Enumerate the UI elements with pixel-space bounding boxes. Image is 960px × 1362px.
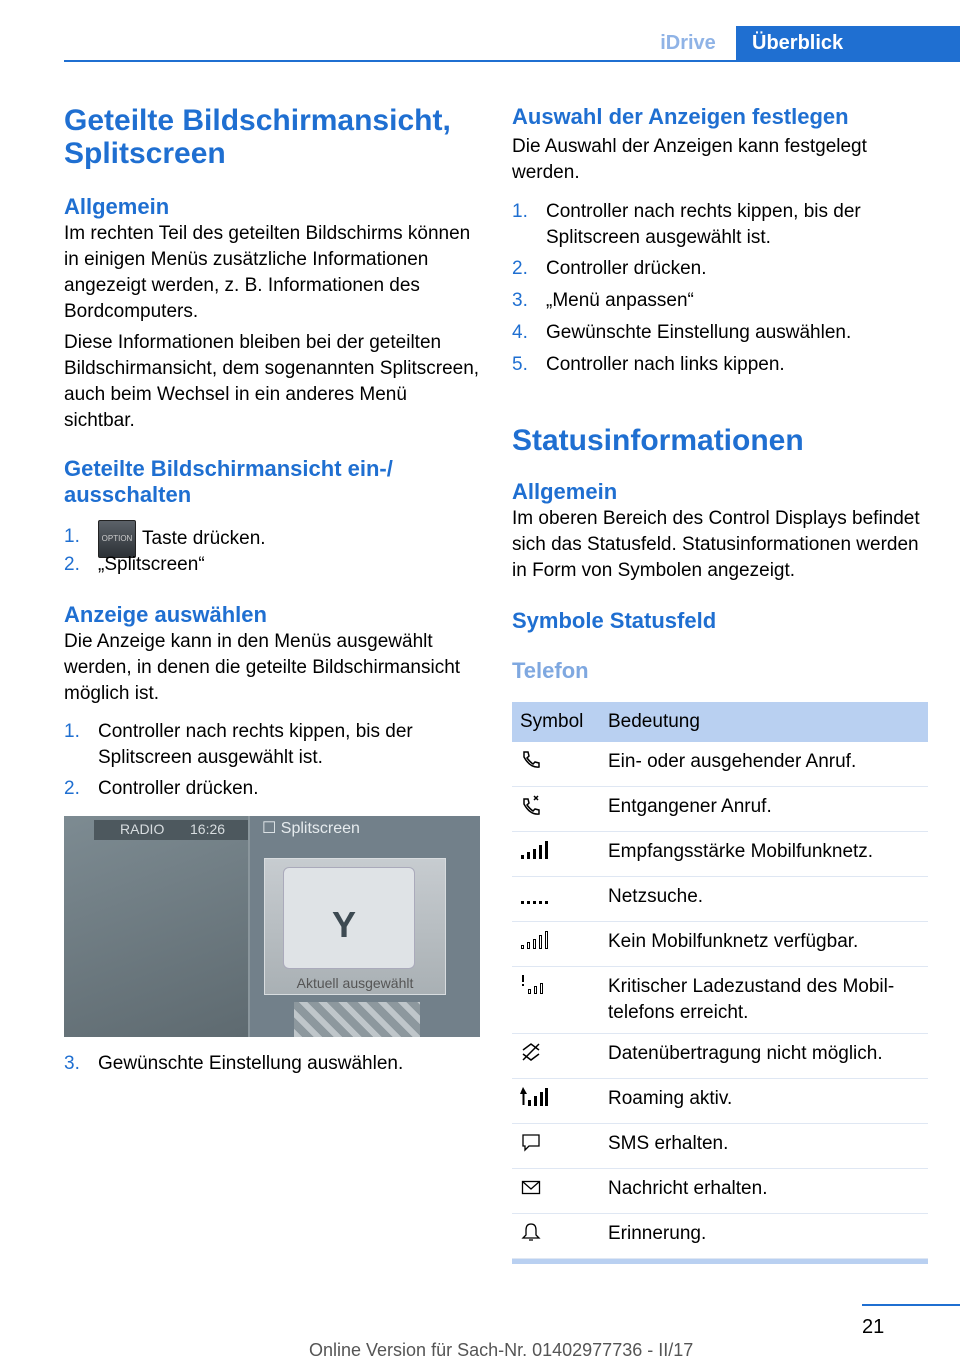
screenshot-radio-label: RADIO: [120, 821, 165, 837]
meaning-cell: SMS erhalten.: [600, 1124, 928, 1169]
meaning-cell: Empfangsstärke Mobilfunknetz.: [600, 832, 928, 877]
list-item: [64, 719, 480, 771]
right-column: [512, 100, 928, 1264]
page-number: 21: [862, 1316, 885, 1338]
table-row: [512, 787, 928, 832]
mail-icon: [520, 1176, 542, 1198]
network-search-icon: [520, 884, 548, 906]
online-version-note: Online Version für Sach-Nr. 01402977736 - II/17: [309, 1340, 694, 1360]
meaning-cell: Erinnerung.: [600, 1214, 928, 1259]
section-title: Geteilte Bildschirmansicht, Splitscreen: [64, 104, 451, 170]
screenshot-title: ☐ Splitscreen: [262, 820, 360, 837]
step-number: 3.: [64, 1053, 80, 1074]
screenshot-left-pane: [64, 816, 248, 1037]
screenshot-time: 16:26: [190, 821, 226, 837]
meaning-cell: Netzsuche.: [600, 877, 928, 922]
col-meaning-header: Bedeutung: [600, 702, 928, 742]
meaning-cell: Kritischer Ladezustand des Mobiltelefons erreicht.: [600, 967, 928, 1034]
meaning-cell: Nachricht erhalten.: [600, 1169, 928, 1214]
status-title: Statusinformationen: [512, 424, 804, 457]
list-item: [512, 288, 928, 314]
step-text: Controller nach rechts kippen, bis der Splitscreen ausgewählt ist.: [98, 721, 413, 768]
toggle-heading: Geteilte Bildschirmansicht ein-/ ausschalten: [64, 456, 393, 507]
screenshot-caption: Aktuell ausgewählt: [296, 975, 414, 991]
no-network-icon: [520, 929, 548, 951]
step-number: 3.: [512, 290, 528, 311]
list-item: [64, 1051, 480, 1077]
list-item: [512, 199, 928, 251]
set-paragraph: Die Auswahl der Anzeigen kann festgelegt werden.: [512, 136, 867, 183]
splitscreen-screenshot: [64, 816, 480, 1037]
step-number: 4.: [512, 322, 528, 343]
missed-call-icon: [520, 794, 542, 816]
bell-icon: [520, 1221, 542, 1243]
step-text: Controller nach links kippen.: [546, 354, 785, 375]
table-row: [512, 832, 928, 877]
footer-rule: [862, 1304, 960, 1306]
option-button-icon: OPTION: [98, 520, 136, 558]
table-end-bar: [512, 1259, 928, 1264]
step-text: Controller drücken.: [546, 258, 707, 279]
general-paragraph-1: Im rechten Teil des geteilten Bildschirms können in einigen Menüs zusätzliche Informationen angezeigt werden, z. B. Informationen des Bordcomputers.: [64, 223, 471, 322]
header-rule: [64, 60, 960, 62]
list-item: [512, 320, 928, 346]
table-row: [512, 967, 928, 1034]
tab-idrive: iDrive: [660, 32, 716, 54]
left-column: [64, 100, 480, 1077]
table-row: [512, 1214, 928, 1259]
symbol-table: [512, 702, 928, 1259]
step-number: 1.: [512, 201, 528, 222]
low-battery-icon: [520, 974, 548, 996]
step-text: Gewünschte Einstellung auswählen.: [98, 1053, 404, 1074]
route-icon: Y: [332, 904, 357, 945]
table-row: [512, 742, 928, 787]
symbols-heading: Symbole Statusfeld: [512, 608, 717, 633]
table-row: [512, 922, 928, 967]
status-paragraph: Im oberen Bereich des Control Displays befindet sich das Statusfeld. Statusinformationen werden in Form von Symbolen angezeigt.: [512, 508, 920, 581]
col-symbol-header: Symbol: [512, 702, 600, 742]
table-row: [512, 877, 928, 922]
step-text: „Menü anpassen“: [546, 290, 694, 311]
toggle-steps: [64, 520, 480, 578]
step-number: 5.: [512, 354, 528, 375]
screenshot-wheel-graphic: [294, 1002, 420, 1037]
tab-overview: Überblick: [736, 26, 960, 62]
phone-icon: [520, 749, 542, 771]
list-item: [512, 352, 928, 378]
list-item: [64, 776, 480, 802]
meaning-cell: Roaming aktiv.: [600, 1079, 928, 1124]
list-item: [512, 256, 928, 282]
table-row: [512, 1034, 928, 1079]
select-steps-continued: [64, 1051, 480, 1077]
general-heading: Allgemein: [64, 194, 170, 219]
select-heading: Anzeige auswählen: [64, 602, 267, 627]
general-paragraph-2: Diese Informationen bleiben bei der geteilten Bildschirmansicht, dem sogenannten Splitscreen, auch beim Wechsel in ein anderes Menü sichtbar.: [64, 332, 480, 431]
roaming-icon: [520, 1086, 548, 1108]
list-item: [64, 520, 480, 552]
set-steps: [512, 199, 928, 378]
phone-heading: Telefon: [512, 658, 589, 683]
select-steps: [64, 719, 480, 802]
table-row: [512, 1124, 928, 1169]
step-number: 2.: [512, 258, 528, 279]
status-general-heading: Allgemein: [512, 479, 618, 504]
step-number: 1.: [64, 721, 80, 742]
table-row: [512, 1079, 928, 1124]
screenshot-map-thumbnail: [283, 867, 415, 969]
screenshot-panel: [264, 858, 446, 995]
select-paragraph: Die Anzeige kann in den Menüs ausgewählt werden, in denen die geteilte Bildschirmansicht möglich ist.: [64, 631, 461, 704]
step-text: Controller drücken.: [98, 778, 259, 799]
sms-icon: [520, 1131, 542, 1153]
list-item: [64, 552, 480, 578]
screenshot-right-pane: [248, 816, 480, 1037]
step-text: Controller nach rechts kippen, bis der Splitscreen ausgewählt ist.: [546, 201, 861, 248]
meaning-cell: Kein Mobilfunknetz verfügbar.: [600, 922, 928, 967]
meaning-cell: Ein- oder ausgehender Anruf.: [600, 742, 928, 787]
table-row: [512, 1169, 928, 1214]
no-data-icon: [520, 1041, 542, 1063]
step-number: 2.: [64, 554, 80, 575]
step-text: Gewünschte Einstellung auswählen.: [546, 322, 852, 343]
meaning-cell: Entgangener Anruf.: [600, 787, 928, 832]
screenshot-status-bar: [94, 820, 248, 840]
step-number: 2.: [64, 778, 80, 799]
signal-strength-icon: [520, 839, 548, 861]
step-text: „Splitscreen“: [98, 554, 205, 575]
step-number: 1.: [64, 526, 80, 547]
set-heading: Auswahl der Anzeigen festlegen: [512, 104, 849, 129]
step-text: Taste drücken.: [142, 528, 266, 550]
meaning-cell: Datenübertragung nicht möglich.: [600, 1034, 928, 1079]
